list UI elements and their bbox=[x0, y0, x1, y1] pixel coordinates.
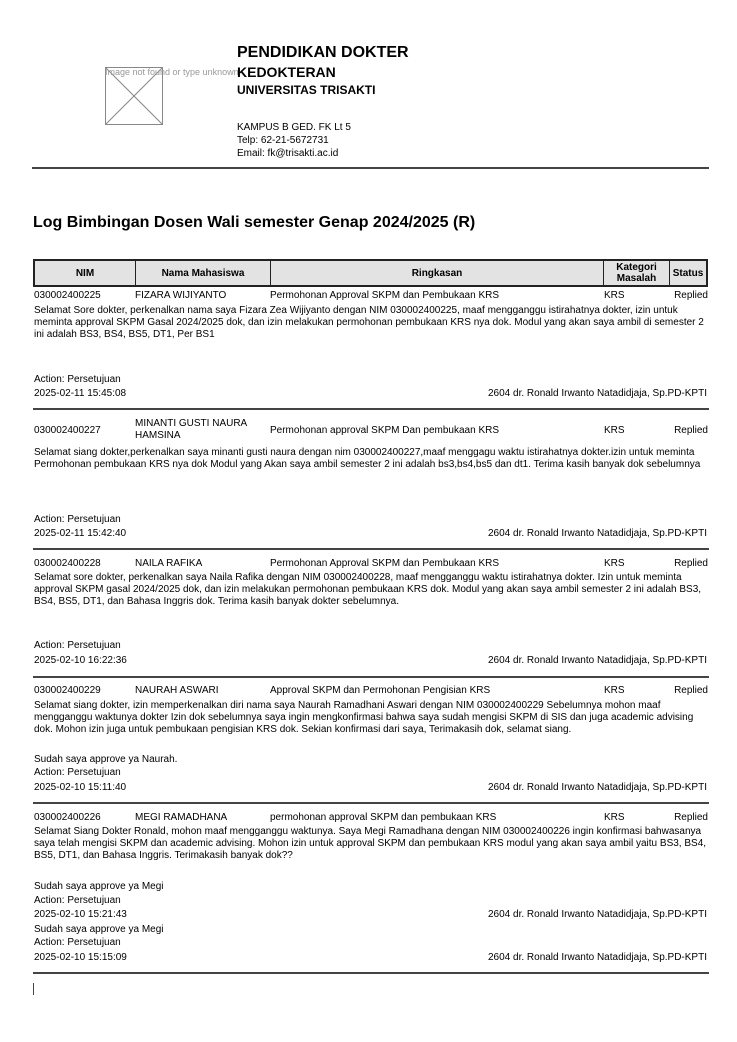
entry-student-name: NAURAH ASWARI bbox=[135, 685, 219, 696]
log-entry bbox=[33, 804, 709, 974]
entry-nim: 030002400226 bbox=[34, 812, 101, 823]
entry-reply: Sudah saya approve ya Naurah. bbox=[34, 754, 178, 765]
log-entry bbox=[33, 410, 709, 550]
entry-action: Action: Persetujuan bbox=[34, 640, 121, 651]
logo-alt-text: Image not found or type unknown bbox=[105, 67, 239, 77]
log-entry bbox=[33, 287, 709, 410]
entry-datetime: 2025-02-11 15:42:40 bbox=[34, 528, 127, 539]
entry-message: Selamat Siang Dokter Ronald, mohon maaf mengganggu waktunya. Saya Megi Ramadhana dengan NIM 030002400226 ingin konfirmasi bahwasanya saya telah mengisi SKPM dan academic advising. Mohon izin untuk approval SKPM dan pembukaan KRS modul yang akan saya ambil yaitu BS3, BS4, BS5, DT1, dan Bahasa Inggris. Terimakasih banyak dok?? bbox=[34, 826, 707, 861]
entry-category: KRS bbox=[604, 290, 625, 301]
entry-lecturer: 2604 dr. Ronald Irwanto Natadidjaja, Sp.PD-KPTI bbox=[487, 909, 707, 920]
entry-status: Replied bbox=[674, 290, 708, 301]
log-entry bbox=[33, 678, 709, 804]
column-header-nama: Nama Mahasiswa bbox=[136, 261, 271, 285]
entry-student-name: MEGI RAMADHANA bbox=[135, 812, 228, 823]
entry-status: Replied bbox=[674, 558, 708, 569]
entry-lecturer: 2604 dr. Ronald Irwanto Natadidjaja, Sp.PD-KPTI bbox=[487, 388, 707, 399]
entry-subject: Approval SKPM dan Permohonan Pengisian KRS bbox=[270, 685, 491, 696]
entry-reply: Sudah saya approve ya Megi bbox=[34, 924, 164, 935]
document-title: Log Bimbingan Dosen Wali semester Genap 2024/2025 (R) bbox=[33, 214, 476, 231]
entry-datetime: 2025-02-10 15:15:09 bbox=[34, 952, 127, 963]
entry-subject: Permohonan Approval SKPM dan Pembukaan KRS bbox=[270, 290, 500, 301]
entry-status: Replied bbox=[674, 425, 708, 436]
entry-action: Action: Persetujuan bbox=[34, 767, 121, 778]
entry-subject: Permohonan approval SKPM Dan pembukaan KRS bbox=[270, 425, 500, 436]
entry-action: Action: Persetujuan bbox=[34, 374, 121, 385]
entry-action: Action: Persetujuan bbox=[34, 937, 121, 948]
entry-datetime: 2025-02-10 15:21:43 bbox=[34, 909, 127, 920]
table-continuation-line bbox=[33, 983, 34, 995]
institution-address: KAMPUS B GED. FK Lt 5 bbox=[237, 122, 351, 133]
entry-lecturer: 2604 dr. Ronald Irwanto Natadidjaja, Sp.PD-KPTI bbox=[487, 782, 707, 793]
entry-status: Replied bbox=[674, 812, 708, 823]
entry-lecturer: 2604 dr. Ronald Irwanto Natadidjaja, Sp.PD-KPTI bbox=[487, 655, 707, 666]
log-entry bbox=[33, 550, 709, 678]
header-divider bbox=[32, 167, 709, 169]
entry-nim: 030002400229 bbox=[34, 685, 101, 696]
entry-lecturer: 2604 dr. Ronald Irwanto Natadidjaja, Sp.PD-KPTI bbox=[487, 528, 707, 539]
institution-name-line3: UNIVERSITAS TRISAKTI bbox=[237, 83, 376, 97]
entry-student-name: MINANTI GUSTI NAURA HAMSINA bbox=[135, 418, 247, 441]
entry-subject: permohonan approval SKPM dan pembukaan KRS bbox=[270, 812, 497, 823]
entry-nim: 030002400227 bbox=[34, 425, 101, 436]
entry-subject: Permohonan Approval SKPM dan Pembukaan KRS bbox=[270, 558, 500, 569]
entry-action: Action: Persetujuan bbox=[34, 514, 121, 525]
table-header bbox=[33, 259, 708, 287]
entry-category: KRS bbox=[604, 685, 625, 696]
entry-message: Selamat Sore dokter, perkenalkan nama saya Fizara Zea Wijiyanto dengan NIM 030002400225, maaf mengganggu istirahatnya dokter, izin untuk meminta approval SKPM Gasal 2024/2025 dok, dan izin melakukan permohonan pembukaan KRS nya dok. Modul yang akan saya ambil di semester 2 ini adalah BS3, BS4, BS5, DT1, Per BS1 bbox=[34, 305, 704, 340]
institution-phone: Telp: 62-21-5672731 bbox=[237, 135, 329, 146]
institution-name-line2: KEDOKTERAN bbox=[237, 64, 336, 80]
entry-category: KRS bbox=[604, 558, 625, 569]
entry-datetime: 2025-02-10 15:11:40 bbox=[34, 782, 127, 793]
entry-student-name: NAILA RAFIKA bbox=[135, 558, 203, 569]
entry-message: Selamat sore dokter, perkenalkan saya Naila Rafika dengan NIM 030002400228, maaf mengganggu waktu istirahatnya dokter. Izin untuk meminta approval SKPM gasal 2024/2025 dok, dan izin melakukan permohonan pembukaan KRS dok. Modul yang akan saya ambil semester 2 ini adalah BS3, BS4, BS5, DT1, dan Bahasa Inggris dok. Terima kasih banyak dokter sebelumnya. bbox=[34, 572, 702, 607]
entry-message: Selamat siang dokter, izin memperkenalkan diri nama saya Naurah Ramadhani Aswari dengan NIM 030002400229 Sebelumnya mohon maaf mengganggu waktunya dokter Izin dok sebelumnya saya ingin mengkonfirmasi bahwa saya sudah mengisi SKPM di SIS dan juga academic advising dok. Mohon izin juga untuk pembukaan pengisian KRS dok. Sekian konfirmasi dari saya, Terimakasih dok, selamat siang. bbox=[34, 700, 694, 735]
entry-status: Replied bbox=[674, 685, 708, 696]
entry-reply: Sudah saya approve ya Megi bbox=[34, 881, 164, 892]
entry-action: Action: Persetujuan bbox=[34, 895, 121, 906]
entry-datetime: 2025-02-10 16:22:36 bbox=[34, 655, 127, 666]
entry-nim: 030002400225 bbox=[34, 290, 101, 301]
entry-category: KRS bbox=[604, 425, 625, 436]
column-header-kategori: Kategori Masalah bbox=[604, 261, 670, 285]
column-header-nim: NIM bbox=[35, 261, 136, 285]
entry-category: KRS bbox=[604, 812, 625, 823]
entry-student-name: FIZARA WIJIYANTO bbox=[135, 290, 227, 301]
column-header-status: Status bbox=[672, 267, 704, 279]
institution-name-line1: PENDIDIKAN DOKTER bbox=[237, 44, 409, 61]
entry-datetime: 2025-02-11 15:45:08 bbox=[34, 388, 127, 399]
column-header-ringkasan: Ringkasan bbox=[271, 261, 604, 285]
entry-nim: 030002400228 bbox=[34, 558, 101, 569]
entry-message: Selamat siang dokter,perkenalkan saya minanti gusti naura dengan nim 030002400227,maaf menggagu waktu istirahatnya dokter.izin untuk meminta Permohonan pembukaan KRS nya dok Modul yang Akan saya ambil semester 2 ini adalah bs3,bs4,bs5 dan dt1. Terima kasih banyak dok sebelumnya bbox=[34, 447, 701, 470]
entry-lecturer: 2604 dr. Ronald Irwanto Natadidjaja, Sp.PD-KPTI bbox=[487, 952, 707, 963]
institution-email: Email: fk@trisakti.ac.id bbox=[237, 148, 339, 159]
